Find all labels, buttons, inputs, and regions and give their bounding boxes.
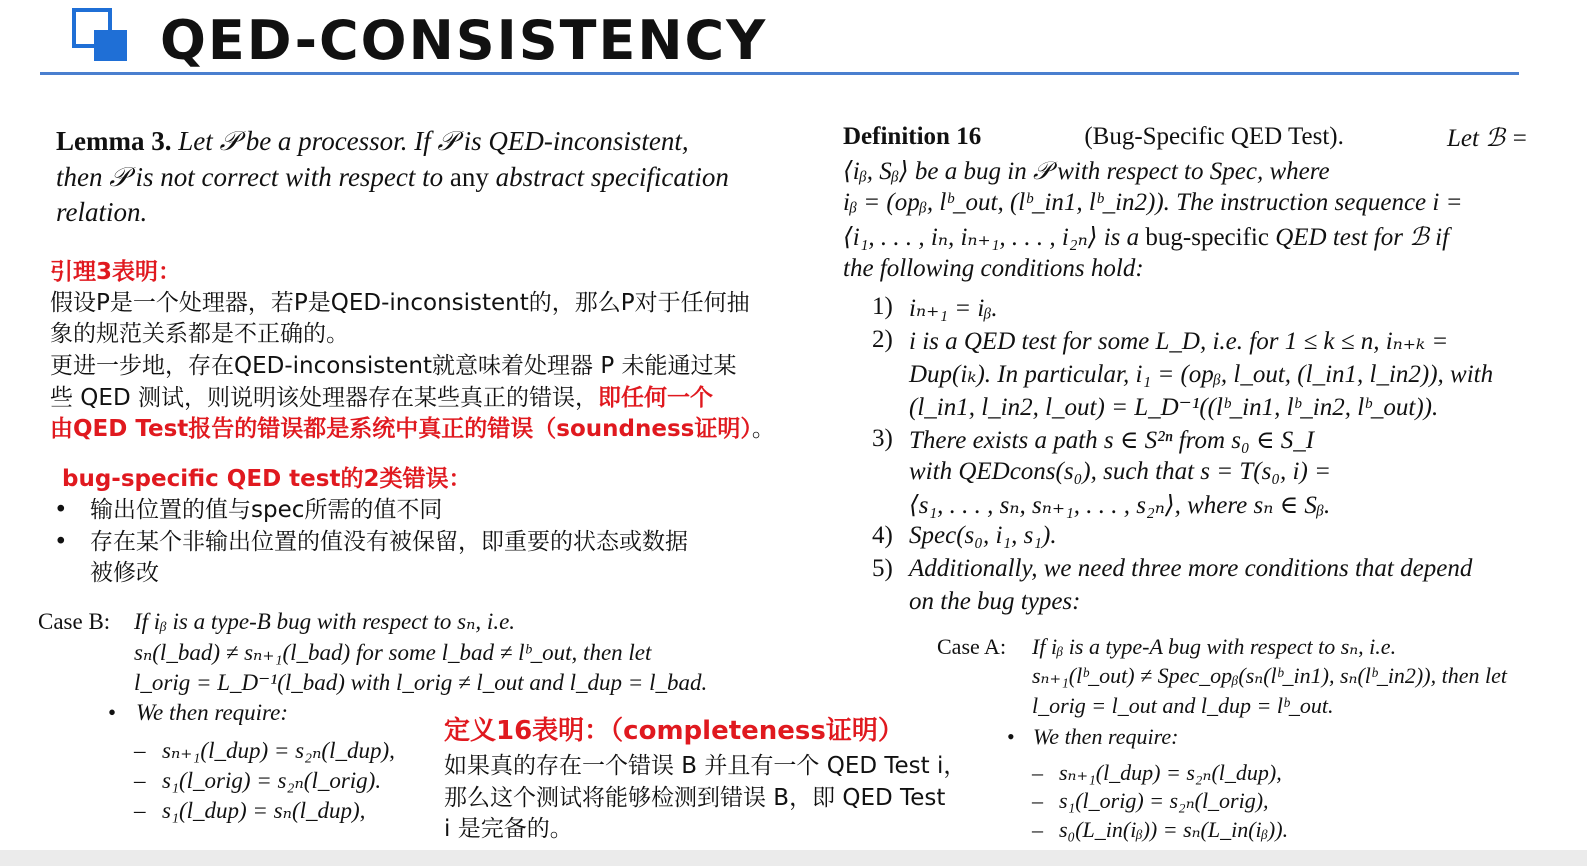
case-b-req-2: s₁(l_orig) = s₂ₙ(l_orig). (162, 768, 382, 793)
condition-2-line-1: i is a QED test for some L_D, i.e. for 1 ≤ k ≤ n, iₙ₊ₖ = (909, 328, 1449, 355)
condition-4: Spec(s₀, i₁, s₁). (909, 522, 1057, 549)
condition-5-line-1: Additionally, we need three more conditions that depend (909, 555, 1473, 582)
bug-type-item-2-line-2: 被修改 (90, 560, 159, 586)
lemma-note-line-1: 假设P是一个处理器，若P是QED-inconsistent的，那么P对于任何抽 (50, 290, 750, 316)
case-b-dash-2-icon: – (134, 768, 146, 793)
case-b-req-3: s₁(l_dup) = sₙ(l_dup), (162, 798, 366, 823)
lemma-note-line-5b: 。 (751, 416, 775, 442)
lemma-text-2a: then 𝒫 is not correct with respect to (56, 162, 450, 192)
definition-line-3: iᵦ = (opᵦ, lᵇ_out, (lᵇ_in1, lᵇ_in2)). The instruction sequence i = (843, 189, 1463, 216)
case-a-dash-1-icon: – (1032, 760, 1043, 785)
condition-5-number: 5) (872, 555, 893, 582)
case-b-req-1: sₙ₊₁(l_dup) = s₂ₙ(l_dup), (162, 738, 395, 763)
lemma-note-line-2: 象的规范关系都是不正确的。 (50, 321, 349, 347)
definition-note-line-1: 如果真的存在一个错误 B 并且有一个 QED Test i， (444, 753, 967, 779)
lemma-line-1 (56, 126, 689, 158)
lemma-note-line-3: 更进一步地，存在QED-inconsistent就意味着处理器 P 未能通过某 (50, 353, 737, 379)
bullet-1-icon: • (54, 497, 68, 523)
case-a-line-1: If iᵦ is a type-A bug with respect to sₙ, i.e. (1032, 634, 1397, 659)
case-b-line-2: sₙ(l_bad) ≠ sₙ₊₁(l_bad) for some l_bad ≠ lᵇ_out, then let (134, 640, 652, 665)
case-a-req-3: s₀(L_in(iᵦ)) = sₙ(L_in(iᵦ)). (1059, 817, 1289, 842)
condition-3-line-2: with QEDcons(s₀), such that s = T(s₀, i) = (909, 458, 1331, 485)
condition-4-number: 4) (872, 522, 893, 549)
page-title: QED-CONSISTENCY (160, 9, 768, 72)
case-a-require: We then require: (1033, 724, 1179, 749)
lemma-note-line-4a: 些 QED 测试，则说明该处理器存在某些真正的错误， (50, 385, 598, 411)
case-b-line-1 (134, 609, 664, 635)
definition-heading: Definition 16 (843, 123, 982, 150)
case-b-require: We then require: (136, 700, 289, 725)
case-b-line-1-text: If iᵦ is a type-B bug with respect to sₙ, i.e. (134, 609, 516, 634)
case-a-label: Case A: (937, 634, 1007, 659)
definition-note-line-2: 那么这个测试将能够检测到错误 B，即 QED Test (444, 785, 946, 811)
case-a-dash-3-icon: – (1032, 817, 1043, 842)
condition-3-number: 3) (872, 425, 893, 452)
condition-2-line-3: (l_in1, l_in2, l_out) = L_D⁻¹((lᵇ_in1, lᵇ_in2, lᵇ_out)). (909, 394, 1439, 421)
definition-line-4 (843, 222, 1449, 252)
definition-line-2: ⟨iᵦ, Sᵦ⟩ be a bug in 𝒫 with respect to Spec, where (843, 158, 1330, 185)
definition-line-1 (843, 123, 1528, 153)
definition-line-4b: bug-specific (1145, 224, 1269, 251)
condition-3-line-1: There exists a path s ∈ S²ⁿ from s₀ ∈ S_I (909, 427, 1315, 454)
bottom-bar (0, 850, 1587, 866)
lemma-text-2c: abstract specification (488, 162, 729, 192)
bug-type-item-2-line-1: 存在某个非输出位置的值没有被保留，即重要的状态或数据 (90, 529, 688, 555)
lemma-heading: Lemma 3. (56, 126, 172, 156)
case-b-dash-1-icon: – (134, 738, 146, 763)
condition-1-number: 1) (872, 293, 893, 320)
case-b-dash-3-icon: – (134, 798, 146, 823)
condition-1: iₙ₊₁ = iᵦ. (909, 295, 998, 322)
lemma-line-3: relation. (56, 197, 148, 227)
bullet-2-icon: • (54, 529, 68, 555)
bug-type-item-1: 输出位置的值与spec所需的值不同 (90, 497, 443, 523)
lemma-note-heading: 引理3表明： (50, 259, 182, 285)
bug-types-heading: bug-specific QED test的2类错误： (62, 466, 472, 492)
lemma-note-line-4 (50, 382, 713, 414)
case-a-line-2: sₙ₊₁(lᵇ_out) ≠ Spec_opᵦ(sₙ(lᵇ_in1), sₙ(lᵇ_in2)), then let (1032, 663, 1507, 688)
definition-line-5: the following conditions hold: (843, 255, 1144, 282)
definition-title: (Bug-Specific QED Test). (1084, 123, 1344, 150)
case-b-line-3: l_orig = L_D⁻¹(l_bad) with l_orig ≠ l_out and l_dup = l_bad. (134, 670, 708, 695)
title-divider (40, 72, 1519, 75)
lemma-note-line-5 (50, 413, 775, 445)
case-a-line-3: l_orig = l_out and l_dup = lᵇ_out. (1032, 693, 1334, 718)
condition-2-line-2: Dup(iₖ). In particular, i₁ = (opᵦ, l_out, (l_in1, l_in2)), with (909, 361, 1494, 388)
lemma-text-2b: any (449, 162, 489, 192)
lemma-note-line-5a: 由QED Test报告的错误都是系统中真正的错误（soundness证明） (50, 416, 752, 442)
case-b-label: Case B: (38, 609, 111, 634)
case-a-req-1: sₙ₊₁(l_dup) = s₂ₙ(l_dup), (1059, 760, 1282, 785)
condition-2-number: 2) (872, 326, 893, 353)
definition-line-1-tail: Let ℬ = (1447, 125, 1528, 152)
case-b-bullet-icon: • (108, 700, 117, 725)
case-a-bullet-icon: • (1007, 724, 1015, 749)
logo-icon-front-square (94, 30, 127, 61)
condition-3-line-3: ⟨s₁, . . . , sₙ, sₙ₊₁, . . . , s₂ₙ⟩, where sₙ ∈ Sᵦ. (909, 492, 1331, 519)
definition-line-4c: QED test for ℬ if (1268, 224, 1450, 251)
condition-5-line-2: on the bug types: (909, 588, 1081, 615)
definition-line-4a: ⟨i₁, . . . , iₙ, iₙ₊₁, . . . , i₂ₙ⟩ is a (843, 224, 1146, 251)
case-a-dash-2-icon: – (1032, 788, 1043, 813)
definition-note-line-3: i 是完备的。 (444, 816, 573, 842)
definition-note-heading: 定义16表明：（completeness证明） (444, 716, 904, 746)
case-a-req-2: s₁(l_orig) = s₂ₙ(l_orig), (1059, 788, 1269, 813)
lemma-note-line-4b: 即任何一个 (597, 385, 713, 411)
lemma-line-2 (56, 162, 729, 194)
lemma-text-1: Let 𝒫 be a processor. If 𝒫 is QED-inconsistent, (178, 126, 689, 156)
